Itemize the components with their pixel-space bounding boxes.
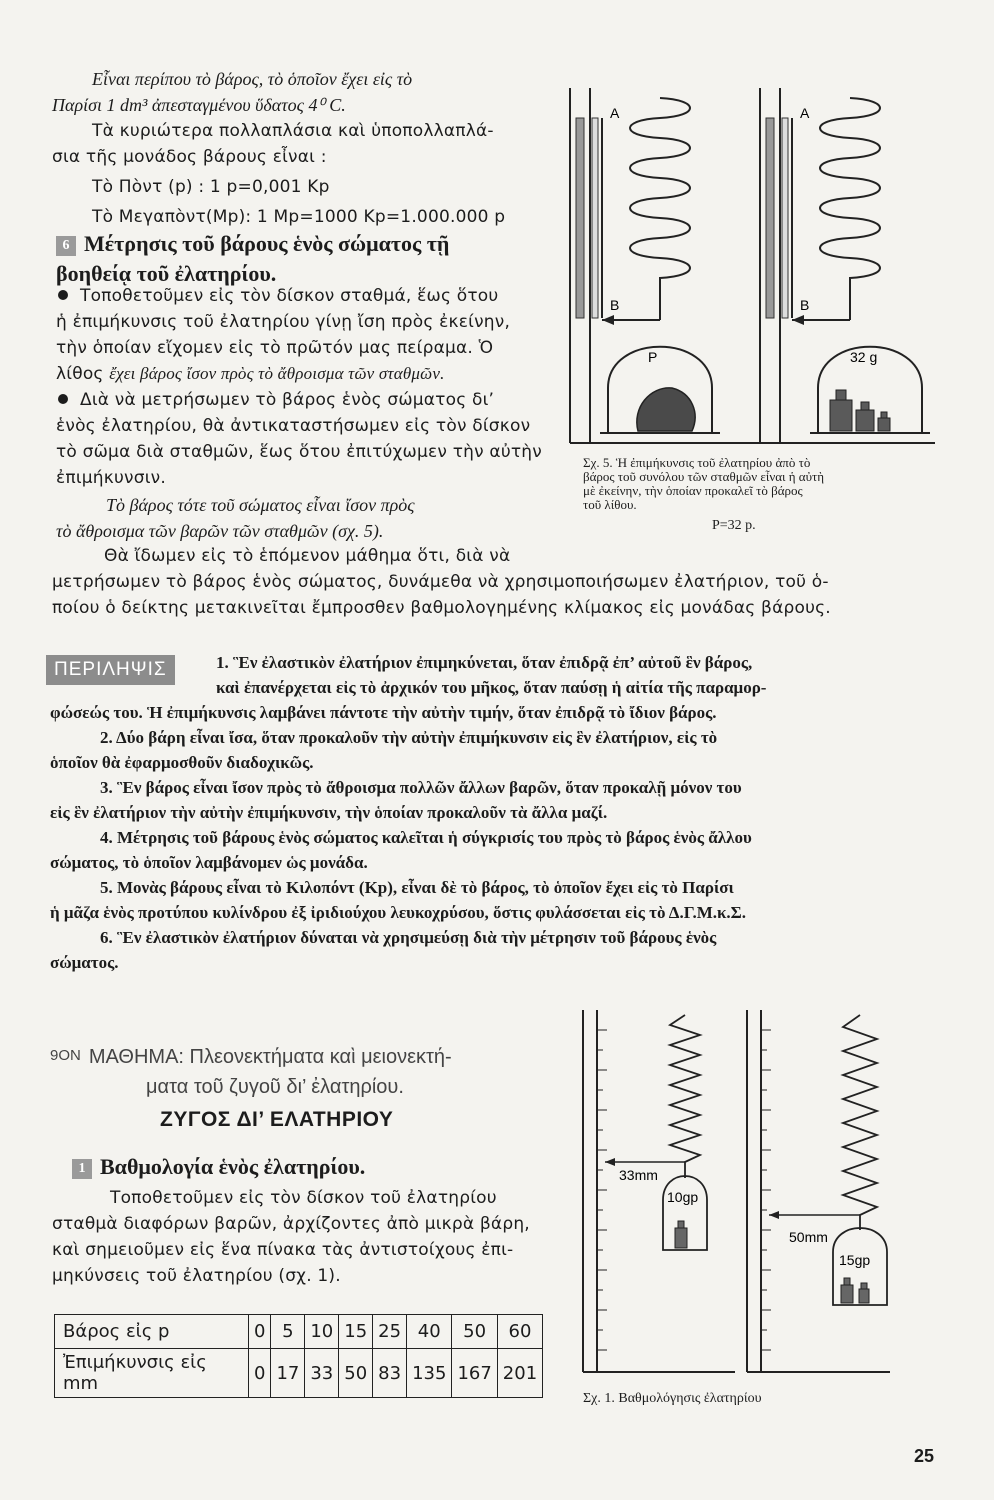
table-cell: 60 [497,1315,542,1349]
table-cell: 83 [373,1349,407,1398]
multiples-line-2: σια τῆς μονάδος βάρους εἶναι : [52,147,327,167]
pointer-arrow-icon [769,1211,779,1219]
multiples-line-1: Τὰ κυριώτερα πολλαπλάσια καὶ ὑποπολλαπλά- [92,121,494,141]
scale-ticks-left [597,1030,607,1350]
summary-4-line-2: σώματος, τὸ ὁποῖον λαμβάνομεν ὡς μονάδα. [50,853,368,872]
lesson9-para-line-1: Τοποθετοῦμεν εἰς τὸν δίσκον τοῦ ἐλατηρίου [110,1188,497,1208]
intro-text [52,66,413,118]
lesson9-number: 9ON [50,1047,81,1064]
summary-6-line-1: 6. Ἓν ἐλαστικὸν ἐλατήριον δύναται νὰ χρησιμεύσῃ διὰ τὴν μέτρησιν τοῦ βάρους ἑνὸς [100,928,717,947]
summary-3-line-1: 3. Ἓν βάρος εἶναι ἴσον πρὸς τὸ ἄθροισμα πολλῶν ἄλλων βαρῶν, ὅταν προκαλῇ μόνον του [100,778,742,797]
summary-4-line-1: 4. Μέτρησις τοῦ βάρους ἑνὸς σώματος καλεῖται ἡ σύγκρισίς του πρὸς τὸ βάρος ἑνὸς ἄλλου [100,828,752,847]
table-cell: 15 [339,1315,373,1349]
section6-para1 [56,283,510,387]
table-cell: 50 [339,1349,373,1398]
para1-line-3: τὴν ὁποίαν εἴχομεν εἰς τὸ πρῶτόν μας πείραμα. Ὁ [56,338,494,358]
summary-1-line-2: καὶ ἐπανέρχεται εἰς τὸ ἀρχικόν του μῆκος, ὅταν παύσῃ ἡ αἰτία τῆς παραμορ- [216,678,767,697]
summary-5-line-1: 5. Μονὰς βάρους εἶναι τὸ Κιλοπόντ (Kp), εἶναι δὲ τὸ βάρος, τὸ ὁποῖον ἔχει εἰς τὸ Παρίσι [100,878,734,897]
pointer-arrow-icon [792,315,804,325]
summary-2-line-1: 2. Δύο βάρη εἶναι ἴσα, ὅταν προκαλοῦν τὴν αὐτὴν ἐπιμήκυνσιν εἰς ἓν ἐλατήριον, εἰς τὸ [100,728,718,747]
table-cell: 17 [271,1349,305,1398]
intro-line-1: Εἶναι περίπου τὸ βάρος, τὸ ὁποῖον ἔχει εἰς τὸ [92,69,413,89]
figure5-label-p: P [648,349,658,365]
figure1-label-15: 15gp [839,1252,871,1268]
table-row [55,1349,543,1398]
weight-15-icon [841,1278,869,1303]
figure5-label-a: A [610,105,620,121]
lesson9-subheading [72,1154,365,1180]
figure1-label-33: 33mm [619,1167,658,1183]
table-cell: 135 [407,1349,452,1398]
figure5-caption-line-2: βάρος τοῦ συνόλου τῶν σταθμῶν εἶναι ἡ αὐτὴ [583,469,825,484]
para2-line-3: τὸ σῶμα διὰ σταθμῶν, ἕως ὅτου ἐπιτύχωμεν τὴν αὐτὴν [56,442,542,462]
figure5-weight-label: 32 g [850,349,878,365]
figure1-caption: Σχ. 1. Βαθμολόγησις ἐλατηρίου [583,1391,762,1406]
table-row1-header: Βάρος εἰς p [55,1315,249,1349]
conclusion-line-1: Τὸ βάρος τότε τοῦ σώματος εἶναι ἴσον πρὸς [106,495,415,515]
intro-line-2: Παρίσι 1 dm³ ἀπεσταγμένου ὕδατος 4⁰ C. [52,95,346,115]
lesson9-para-line-3: καὶ σημειοῦμεν εἰς ἕνα πίνακα τὰς ἀντιστοίχους ἐπι- [52,1240,514,1260]
para1-line-4-start: λίθος [56,364,110,384]
summary-1-line-3: φώσεώς του. Ἡ ἐπιμήκυνσις λαμβάνει πάντοτε τὴν αὐτὴν τιμήν, ὅταν ἐπιδρᾷ τὸ ἴδιον βάρος. [50,703,717,722]
figure-1-right-apparatus [747,1010,890,1372]
summary-6-line-2: σώματος. [50,953,119,972]
figure-5-right-apparatus [760,88,935,443]
megapont-definition: Τὸ Μεγαπὸντ(Mp): 1 Mp=1000 Kp=1.000.000 p [92,207,506,227]
figure5-label-b: B [800,297,810,313]
section6-heading-line2: βοηθείᾳ τοῦ ἐλατηρίου. [56,261,277,286]
conclusion-line-2: τὸ ἄθροισμα τῶν βαρῶν τῶν σταθμῶν (σχ. 5). [56,521,384,541]
summary-5-line-2: ἡ μᾶζα ἑνὸς προτύπου κυλίνδρου ἐξ ἰριδιούχου λευκοχρύσου, ὅστις φυλάσσεται εἰς τὸ Δ.Γ.Μ.κ.Σ. [50,903,747,922]
table-cell: 0 [249,1349,271,1398]
figure5-equation: P=32 p. [712,518,756,533]
scale-ticks-right [761,1030,771,1350]
final-line-2: μετρήσωμεν τὸ βάρος ἑνὸς σώματος, δυνάμεθα νὰ χρησιμοποιήσωμεν ἐλατήριον, τοῦ ὁ- [52,572,829,592]
figure5-caption-line-4: τοῦ λίθου. [583,497,637,512]
page-number: 25 [914,1446,935,1466]
stone-icon [637,388,695,431]
section6-final [52,543,831,621]
pointer-arrow-icon [605,1158,615,1166]
table-row2-header: Ἐπιμήκυνσις εἰς mm [55,1349,249,1398]
summary [50,650,930,975]
para2-line-4: ἐπιμήκυνσιν. [56,468,166,488]
table-cell: 33 [305,1349,339,1398]
figure1-label-10: 10gp [667,1189,699,1205]
section6-conclusion [56,492,415,544]
table-row [55,1315,543,1349]
bullet [58,290,68,300]
figure-1-left-apparatus [583,1010,735,1372]
figure5-caption-line-3: μὲ ἐκείνην, τὴν ὁποίαν προκαλεῖ τὸ βάρος [583,483,803,498]
summary-badge: ΠΕΡΙΛΗΨΙΣ [46,655,175,685]
summary-2-line-2: ὁποῖον θὰ ἐφαρμοσθοῦν διαδοχικῶς. [50,753,314,772]
lesson9-title-line1: ΜΑΘΗΜΑ: Πλεονεκτήματα καὶ μειονεκτή- [88,1046,452,1068]
lesson9-heading: ΖΥΓΟΣ ΔΙ’ ΕΛΑΤΗΡΙΟΥ [160,1108,394,1131]
lesson9-title [50,1041,452,1102]
final-line-1: Θὰ ἴδωμεν εἰς τὸ ἑπόμενον μάθημα ὅτι, διὰ νὰ [104,546,511,566]
section6-number: 6 [56,236,76,256]
para1-line-2: ἡ ἐπιμήκυνσις τοῦ ἐλατηρίου γίνῃ ἴση πρὸς ἐκείνην, [56,312,511,332]
lesson9-paragraph [52,1185,530,1289]
table-cell: 0 [249,1315,271,1349]
lesson9-para-line-4: μηκύνσεις τοῦ ἐλατηρίου (σχ. 1). [52,1266,341,1286]
table-cell: 10 [305,1315,339,1349]
table-cell: 50 [452,1315,497,1349]
figure5-label-b: B [610,297,620,313]
para1-line-4-italic: ἔχει βάρος ἴσον πρὸς τὸ ἄθροισμα τῶν σταθμῶν. [109,364,445,383]
section6-heading-line1: Μέτρησις τοῦ βάρους ἑνὸς σώματος τῇ [84,231,450,256]
lesson9-title-line2: ματα τοῦ ζυγοῦ δι’ ἐλατηρίου. [146,1076,404,1098]
table-cell: 5 [271,1315,305,1349]
lesson9-para-line-2: σταθμὰ διαφόρων βαρῶν, ἀρχίζοντες ἀπὸ μικρὰ βάρη, [52,1214,530,1234]
table-cell: 167 [452,1349,497,1398]
lesson9-sub-heading: Βαθμολογία ἑνὸς ἐλατηρίου. [100,1154,366,1179]
para2-line-1: Διὰ νὰ μετρήσωμεν τὸ βάρος ἑνὸς σώματος δι’ [80,390,495,410]
calibration-table [54,1314,543,1398]
para1-line-1: Τοποθετοῦμεν εἰς τὸν δίσκον σταθμά, ἕως ὅτου [80,286,499,306]
figure5-caption-line-1: Σχ. 5. Ἡ ἐπιμήκυνσις τοῦ ἐλατηρίου ἀπὸ τὸ [583,455,811,470]
section6-heading [56,229,449,289]
multiples-text [52,118,506,230]
summary-3-line-2: εἰς ἓν ἐλατήριον τὴν αὐτὴν ἐπιμήκυνσιν, τὴν ὁποίαν προκαλοῦν τὰ ἄλλα μαζί. [50,803,608,822]
lesson9-sub-number: 1 [72,1159,92,1179]
figure-5-left-apparatus [570,88,785,443]
bullet [58,394,68,404]
figure1-label-50: 50mm [789,1229,828,1245]
weight-10-icon [675,1221,687,1248]
table-cell: 25 [373,1315,407,1349]
table-cell: 40 [407,1315,452,1349]
final-line-3: ποίου ὁ δείκτης μετακινεῖται ἔμπροσθεν βαθμολογημένης κλίμακος εἰς μονάδας βάρους. [52,598,831,618]
figure-1 [575,1010,895,1380]
section6-para2 [56,387,542,491]
weights-icon [830,390,890,431]
para2-line-2: ἑνὸς ἐλατηρίου, θὰ ἀντικαταστήσωμεν εἰς τὸν δίσκον [56,416,531,436]
table-cell: 201 [497,1349,542,1398]
figure5-label-a: A [800,105,810,121]
pointer-arrow-icon [602,315,614,325]
summary-1-line-1: 1. Ἓν ἐλαστικὸν ἐλατήριον ἐπιμηκύνεται, ὅταν ἐπιδρᾷ ἐπ’ αὐτοῦ ἓν βάρος, [216,653,753,672]
figure5-caption [583,456,824,512]
pont-definition: Τὸ Πὸντ (p) : 1 p=0,001 Kp [92,177,330,197]
figure-5 [560,88,940,448]
